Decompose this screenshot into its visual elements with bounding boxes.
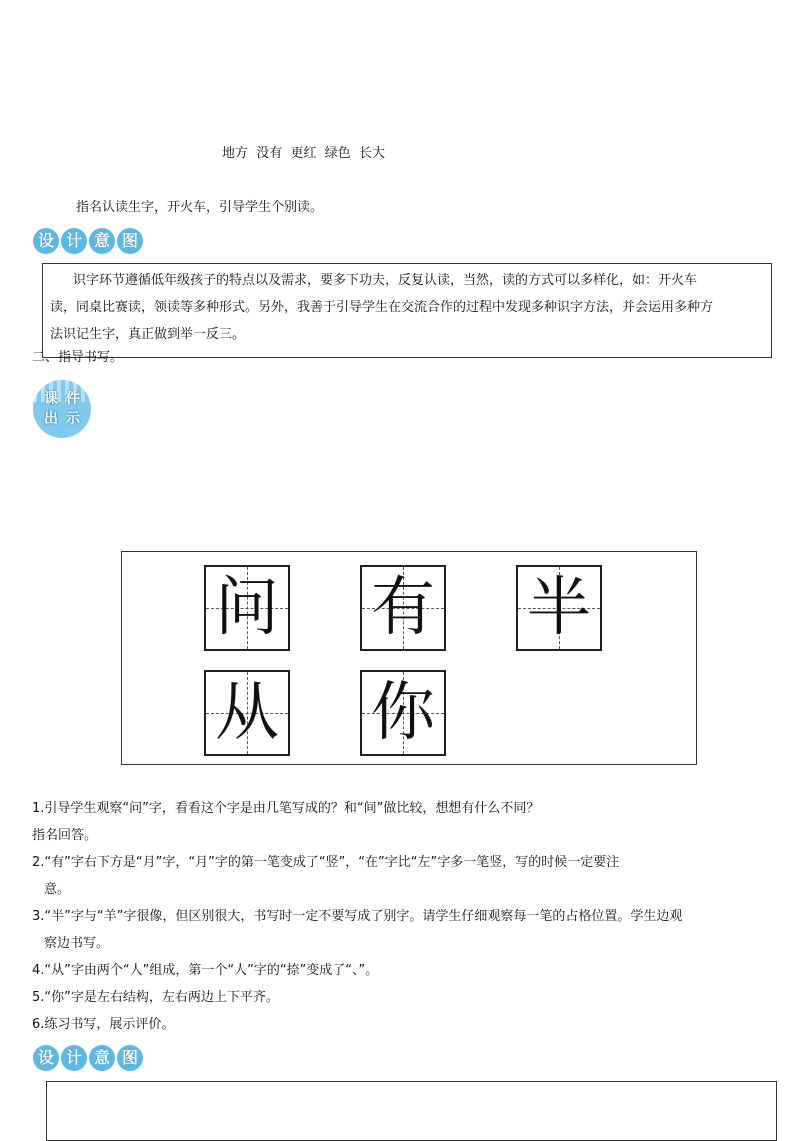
character-cell	[204, 565, 290, 651]
badge-char: 计	[61, 228, 87, 254]
section-heading: 二、指导书写。	[32, 350, 124, 365]
badge-char: 示	[66, 411, 80, 427]
character-cell	[204, 670, 290, 756]
character-grid-panel	[121, 551, 697, 765]
step-line: 1.引导学生观察“问”字，看看这个字是由几笔写成的？和“间”做比较，想想有什么不同？	[32, 801, 540, 816]
badge-char: 图	[117, 228, 143, 254]
character: 半	[527, 571, 591, 645]
design-intent-box	[42, 263, 772, 358]
character: 有	[371, 571, 435, 645]
step-line: 6.练习书写，展示评价。	[32, 1017, 175, 1032]
step-line: 2.“有”字右下方是“月”字，“月”字的第一笔变成了“竖”，“在”字比“左”字多一笔竖，写的时候一定要注	[32, 855, 620, 870]
character: 从	[215, 676, 279, 750]
step-line: 察边书写。	[44, 936, 110, 951]
character-cell	[360, 565, 446, 651]
character-cell	[516, 565, 602, 651]
reading-instruction: 指名认读生字，开火车，引导学生个别读。	[76, 200, 324, 215]
badge-char: 意	[89, 228, 115, 254]
design-intent-badge	[33, 228, 143, 254]
step-line: 5.“你”字是左右结构，左右两边上下平齐。	[32, 990, 279, 1005]
badge-char: 课	[44, 391, 58, 407]
badge-char: 设	[33, 1045, 59, 1071]
design-intent-line-2: 读，同桌比赛读，领读等多种形式。另外，我善于引导学生在交流合作的过程中发现多种识字方法，并会运用多种方	[50, 300, 714, 315]
badge-char: 件	[66, 391, 80, 407]
character-cell	[360, 670, 446, 756]
badge-char: 出	[44, 411, 58, 427]
design-intent-box	[46, 1081, 777, 1141]
design-intent-badge	[33, 1045, 143, 1071]
design-intent-line-3: 法识记生字，真正做到举一反三。	[50, 327, 246, 342]
step-line: 指名回答。	[32, 828, 98, 843]
words-line: 地方 没有 更红 绿色 长大	[222, 146, 386, 161]
courseware-badge	[33, 380, 91, 438]
badge-char: 意	[89, 1045, 115, 1071]
step-line: 4.“从”字由两个“人”组成，第一个“人”字的“捺”变成了“、”。	[32, 963, 379, 978]
step-line: 3.“半”字与“羊”字很像，但区别很大，书写时一定不要写成了别字。请学生仔细观察每一笔的占格位置。学生边观	[32, 909, 683, 924]
step-line: 意。	[44, 882, 71, 897]
badge-char: 设	[33, 228, 59, 254]
character: 你	[371, 676, 435, 750]
badge-char: 计	[61, 1045, 87, 1071]
character: 问	[215, 571, 279, 645]
badge-char: 图	[117, 1045, 143, 1071]
design-intent-line-1: 识字环节遵循低年级孩子的特点以及需求，要多下功夫，反复认读，当然，读的方式可以多样化，如：开火车	[73, 273, 698, 288]
